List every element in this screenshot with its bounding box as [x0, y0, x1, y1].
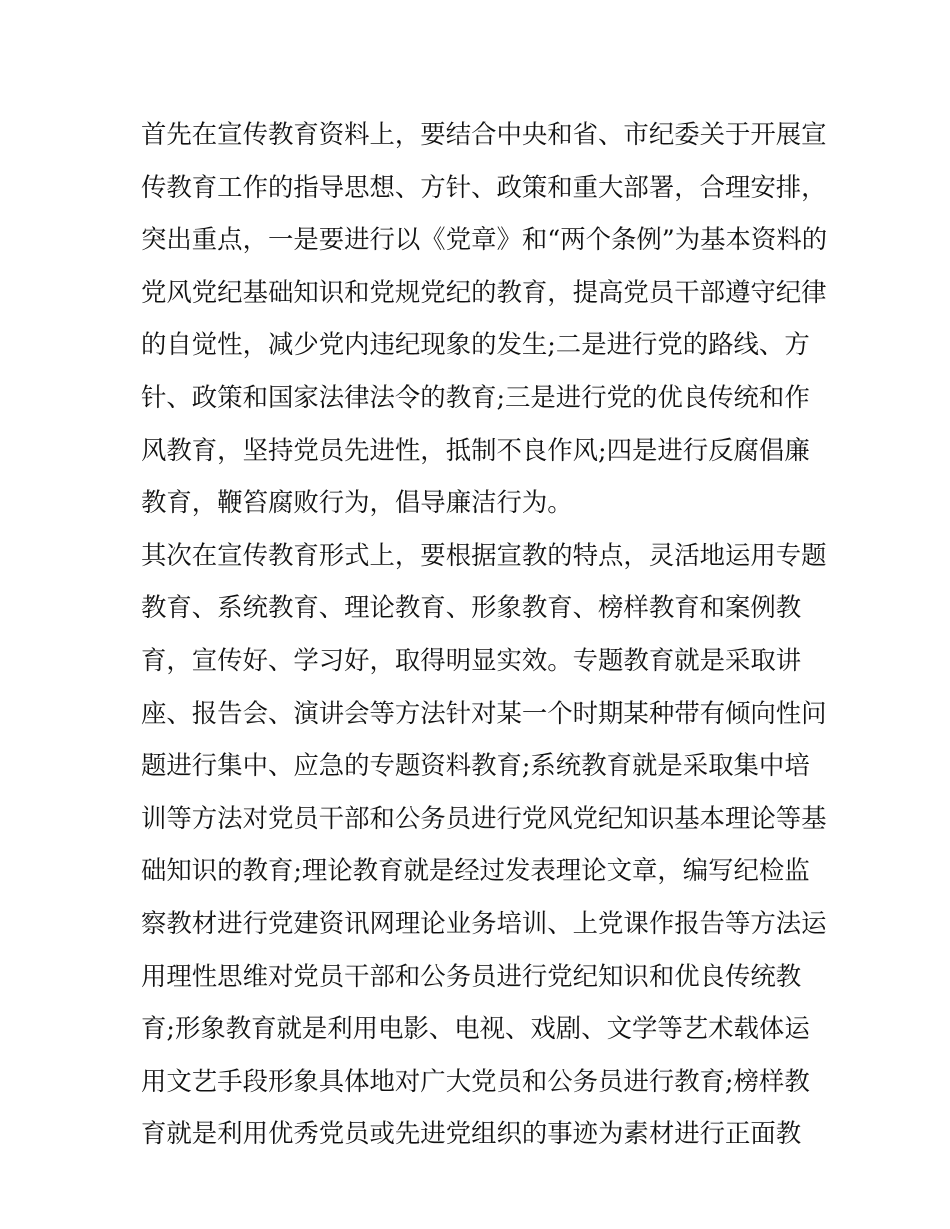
text-line: 题进行集中、应急的专题资料教育;系统教育就是采取集中培	[141, 750, 810, 781]
text-line: 育，宣传好、学习好，取得明显实效。专题教育就是采取讲	[141, 644, 802, 675]
text-line: 用理性思维对党员干部和公务员进行党纪知识和优良传统教	[141, 960, 802, 991]
text-line: 教育、系统教育、理论教育、形象教育、榜样教育和案例教	[141, 592, 802, 623]
text-line: 风教育，坚持党员先进性，抵制不良作风;四是进行反腐倡廉	[141, 434, 810, 465]
text-line: 育就是利用优秀党员或先进党组织的事迹为素材进行正面教	[141, 1118, 802, 1149]
text-line: 党风党纪基础知识和党规党纪的教育，提高党员干部遵守纪律	[141, 276, 827, 307]
text-line: 针、政策和国家法律法令的教育;三是进行党的优良传统和作	[141, 381, 810, 412]
text-line: 首先在宣传教育资料上，要结合中央和省、市纪委关于开展宣	[141, 119, 827, 149]
text-line: 传教育工作的指导思想、方针、政策和重大部署，合理安排，	[141, 171, 827, 202]
text-line: 其次在宣传教育形式上，要根据宣教的特点，灵活地运用专题	[141, 539, 827, 570]
text-line: 突出重点，一是要进行以《党章》和“两个条例”为基本资料的	[141, 224, 828, 255]
text-line: 教育，鞭笞腐败行为，倡导廉洁行为。	[141, 487, 573, 518]
text-line: 的自觉性，减少党内违纪现象的发生;二是进行党的路线、方	[141, 329, 810, 360]
text-line: 用文艺手段形象具体地对广大党员和公务员进行教育;榜样教	[141, 1065, 810, 1096]
text-line: 础知识的教育;理论教育就是经过发表理论文章，编写纪检监	[141, 855, 810, 886]
text-line: 察教材进行党建资讯网理论业务培训、上党课作报告等方法运	[141, 907, 827, 938]
text-line: 座、报告会、演讲会等方法针对某一个时期某种带有倾向性问	[141, 697, 827, 728]
text-line: 训等方法对党员干部和公务员进行党风党纪知识基本理论等基	[141, 802, 827, 833]
text-line: 育;形象教育就是利用电影、电视、戏剧、文学等艺术载体运	[141, 1013, 810, 1044]
body-text	[141, 108, 828, 1160]
